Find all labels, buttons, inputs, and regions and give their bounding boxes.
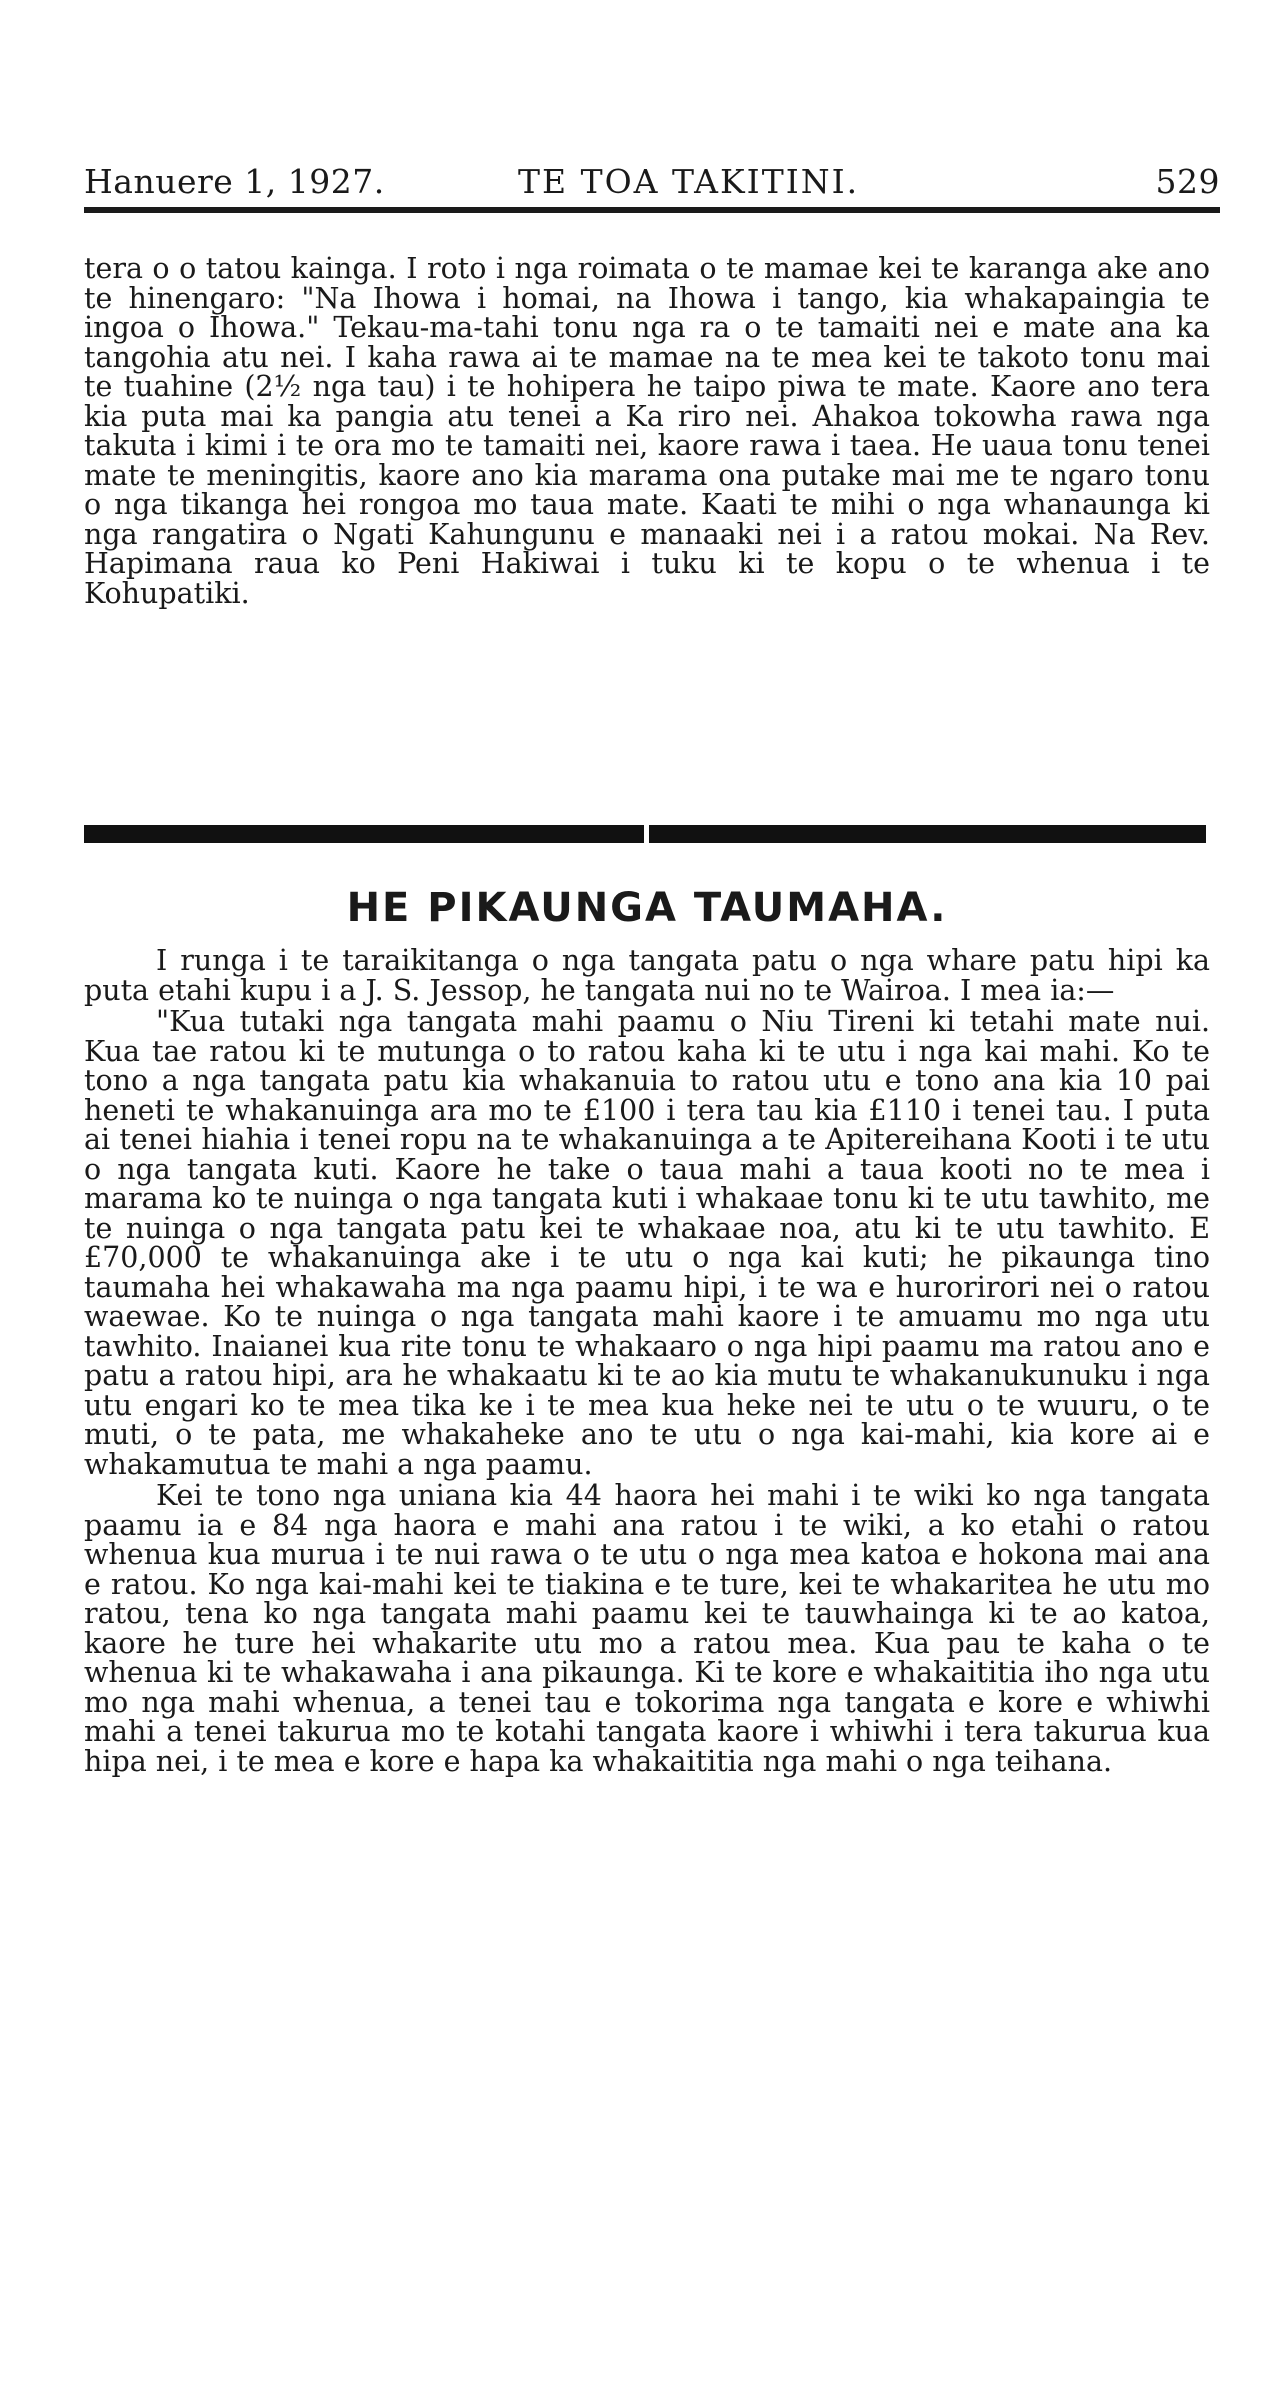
article-paragraph-1: I runga i te taraikitanga o nga tangata patu o nga whare patu hipi ka puta etahi kupu i a J. S. Jessop, he tangata nui no te Wairoa. I mea ia:— bbox=[84, 946, 1210, 1007]
article-body bbox=[84, 946, 1210, 2232]
page-header bbox=[84, 162, 1220, 212]
intro-column bbox=[84, 254, 1210, 780]
article-paragraph-2: "Kua tutaki nga tangata mahi paamu o Niu Tireni ki tetahi mate nui. Kua tae ratou ki te mutunga o to ratou kaha ki te utu i nga kai mahi. Ko te tono a nga tangata patu kia whakanuia to ratou utu e tono ana kia 10 pai heneti te whakanuinga ara mo te £100 i tera tau kia £110 i tenei tau. I puta ai tenei hiahia i tenei ropu na te whakanuinga a te Apitereihana Kooti i te utu o nga tangata kuti. Kaore he take o taua mahi a taua kooti no te mea i marama ko te nuinga o nga tangata kuti i whakaae tonu ki te utu tawhito, me te nuinga o nga tangata patu kei te whakaae noa, atu ki te utu tawhito. E £70,000 te whakanuinga ake i te utu o nga kai kuti; he pikaunga tino taumaha hei whakawaha ma nga paamu hipi, i te wa e hurorirori nei o ratou waewae. Ko te nuinga o nga tangata mahi kaore i te amuamu mo nga utu tawhito. Inaianei kua rite tonu te whakaaro o nga hipi paamu ma ratou ano e patu a ratou hipi, ara he whakaatu ki te ao kia mutu te whakanukunuku i nga utu engari ko te mea tika ke i te mea kua heke nei te utu o te wuuru, o te muti, o te pata, me whakaheke ano te utu o nga kai-mahi, kia kore ai e whakamutua te mahi a nga paamu. bbox=[84, 1005, 1210, 1481]
publication-title: TE TOA TAKITINI. bbox=[518, 162, 860, 201]
intro-paragraph: tera o o tatou kainga. I roto i nga roimata o te mamae kei te karanga ake ano te hinengaro: "Na Ihowa i homai, na Ihowa i tango, kia whakapaingia te ingoa o Ihowa." Tekau-ma-tahi tonu nga ra o te tamaiti nei e mate ana ka tangohia atu nei. I kaha rawa ai te mamae na te mea kei te takoto tonu mai te tuahine (2½ nga tau) i te hohipera he taipo piwa te mate. Kaore ano tera kia puta mai ka pangia atu tenei a Ka riro nei. Ahakoa tokowha rawa nga takuta i kimi i te ora mo te tamaiti nei, kaore rawa i taea. He uaua tonu tenei mate te meningitis, kaore ano kia marama ona putake mai me te ngaro tonu o nga tikanga hei rongoa mo taua mate. Kaati te mihi o nga whanaunga ki nga rangatira o Ngati Kahungunu e manaaki nei i a ratou mokai. Na Rev. Hapimana raua ko Peni Hakiwai i tuku ki te kopu o te whenua i te Kohupatiki. bbox=[84, 254, 1210, 610]
page-number: 529 bbox=[1155, 162, 1220, 201]
article-paragraph-3: Kei te tono nga uniana kia 44 haora hei mahi i te wiki ko nga tangata paamu ia e 84 nga haora e mahi ana ratou i te wiki, a ko etahi o ratou whenua kua murua i te nui rawa o te utu o nga mea katoa e hokona mai ana e ratou. Ko nga kai-mahi kei te tiakina e te ture, kei te whakaritea he utu mo ratou, tena ko nga tangata mahi paamu kei te tauwhainga ki te ao katoa, kaore he ture hei whakarite utu mo a ratou mea. Kua pau te kaha o te whenua ki te whakawaha i ana pikaunga. Ki te kore e whakaititia iho nga utu mo nga mahi whenua, a tenei tau e tokorima nga tangata e kore e whiwhi mahi a tenei takurua mo te kotahi tangata kaore i whiwhi i tera takurua kua hipa nei, i te mea e kore e hapa ka whakaititia nga mahi o nga teihana. bbox=[84, 1479, 1210, 1778]
header-rule bbox=[84, 207, 1220, 213]
issue-date: Hanuere 1, 1927. bbox=[84, 162, 385, 201]
article-heading: HE PIKAUNGA TAUMAHA. bbox=[346, 885, 948, 931]
divider-gap bbox=[644, 825, 649, 843]
section-divider bbox=[84, 825, 1206, 843]
